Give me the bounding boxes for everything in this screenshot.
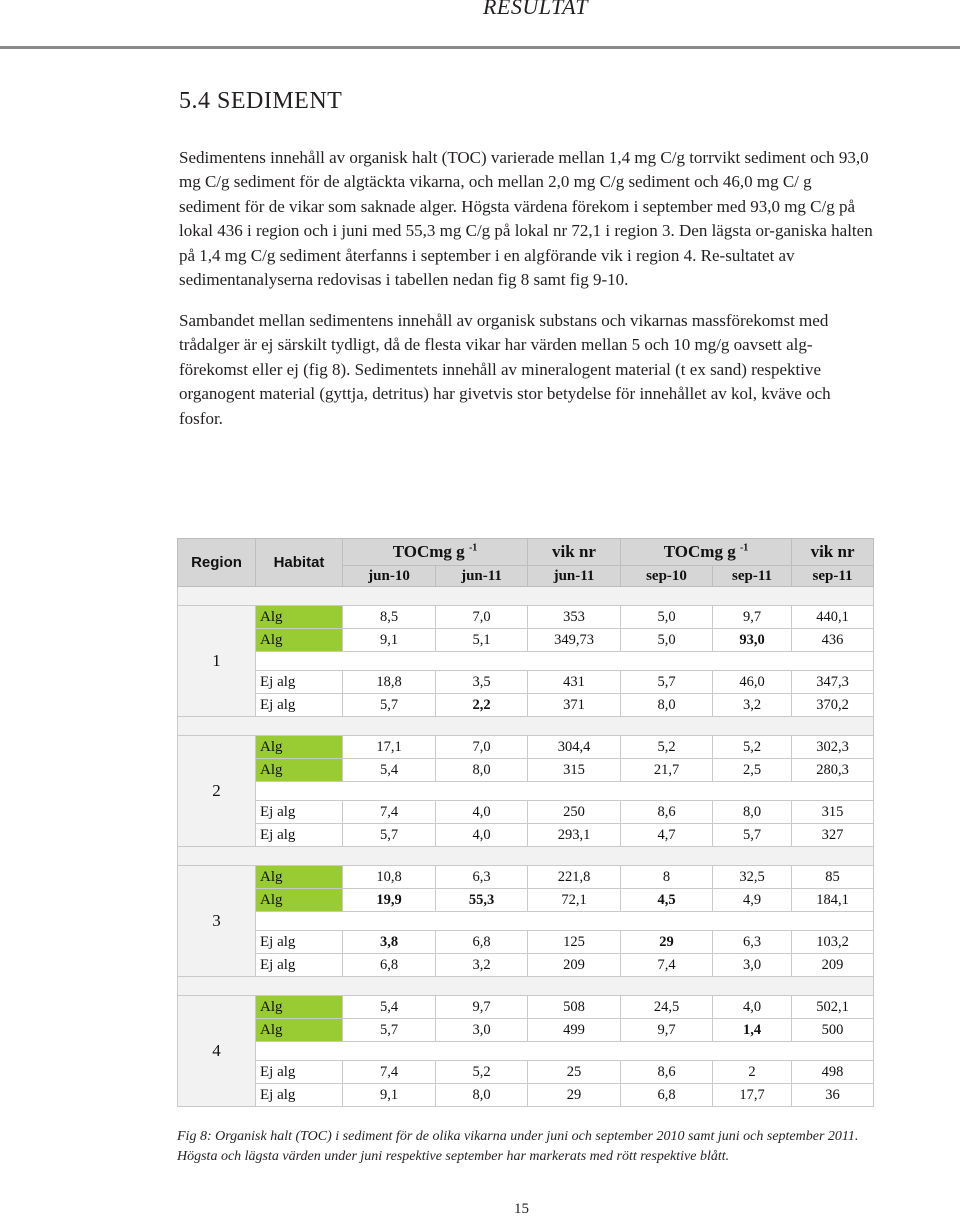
value-cell: 302,3 — [792, 736, 874, 759]
value-cell: 3,8 — [343, 931, 436, 954]
value-cell: 18,8 — [343, 671, 436, 694]
table-row — [178, 1019, 874, 1042]
value-cell: 9,7 — [621, 1019, 713, 1042]
value-cell: 5,2 — [621, 736, 713, 759]
sediment-table-figure — [177, 538, 873, 1106]
value-cell: 370,2 — [792, 694, 874, 717]
value-cell: 440,1 — [792, 606, 874, 629]
region-label: 1 — [178, 606, 256, 717]
habitat-ejalg-cell: Ej alg — [256, 1061, 343, 1084]
table-row — [178, 759, 874, 782]
value-cell: 5,2 — [436, 1061, 528, 1084]
value-cell: 4,0 — [436, 801, 528, 824]
value-cell: 36 — [792, 1084, 874, 1107]
table-row — [178, 606, 874, 629]
value-cell: 8,0 — [621, 694, 713, 717]
value-cell: 304,4 — [528, 736, 621, 759]
value-cell: 353 — [528, 606, 621, 629]
running-header-title: RESULTAT — [482, 0, 588, 19]
subheader-sep-11-vik: sep-11 — [792, 566, 874, 587]
value-cell: 5,2 — [713, 736, 792, 759]
value-cell: 3,0 — [436, 1019, 528, 1042]
table-row — [178, 889, 874, 912]
table-row — [178, 931, 874, 954]
value-cell: 55,3 — [436, 889, 528, 912]
separator-cell — [178, 977, 874, 996]
value-cell: 2 — [713, 1061, 792, 1084]
value-cell: 93,0 — [713, 629, 792, 652]
region-separator-row — [178, 977, 874, 996]
value-cell: 5,7 — [343, 824, 436, 847]
habitat-alg-cell: Alg — [256, 759, 343, 782]
habitat-alg-cell: Alg — [256, 606, 343, 629]
value-cell: 4,0 — [713, 996, 792, 1019]
value-cell: 7,4 — [621, 954, 713, 977]
value-cell: 436 — [792, 629, 874, 652]
body-paragraph-1: Sedimentens innehåll av organisk halt (TOC) varierade mellan 1,4 mg C/g torrvikt sediment och 93,0 mg C/g sediment för de algtäckta vikarna, och mellan 2,0 mg C/g sediment och 46,0 mg C/ g sediment för de vikar som saknade alger. Högsta värdena förekom i september med 93,0 mg C/g på lokal 436 i region och i juni med 55,3 mg C/g på lokal nr 72,1 i region 3. Den lägsta or-ganiska halten på 1,4 mg C/g sediment återfanns i september i en algförande vik i region 4. Re-sultatet av sedimentanalyserna redovisas i tabellen nedan fig 8 samt fig 9-10. — [179, 148, 873, 290]
value-cell: 5,7 — [343, 694, 436, 717]
header-habitat: Habitat — [256, 539, 343, 587]
value-cell: 8,6 — [621, 801, 713, 824]
value-cell: 7,4 — [343, 1061, 436, 1084]
subheader-jun-10: jun-10 — [343, 566, 436, 587]
value-cell: 9,1 — [343, 629, 436, 652]
value-cell: 3,5 — [436, 671, 528, 694]
value-cell: 5,7 — [713, 824, 792, 847]
habitat-ejalg-cell: Ej alg — [256, 694, 343, 717]
value-cell: 9,7 — [713, 606, 792, 629]
gap-cell — [256, 782, 874, 801]
value-cell: 25 — [528, 1061, 621, 1084]
value-cell: 499 — [528, 1019, 621, 1042]
habitat-ejalg-cell: Ej alg — [256, 801, 343, 824]
value-cell: 3,2 — [713, 694, 792, 717]
value-cell: 5,7 — [343, 1019, 436, 1042]
value-cell: 221,8 — [528, 866, 621, 889]
value-cell: 209 — [528, 954, 621, 977]
header-toc-june: TOCmg g $^{-1}$ — [343, 539, 528, 566]
value-cell: 500 — [792, 1019, 874, 1042]
region-separator-row — [178, 587, 874, 606]
separator-cell — [178, 717, 874, 736]
value-cell: 72,1 — [528, 889, 621, 912]
subheader-jun-11-vik: jun-11 — [528, 566, 621, 587]
value-cell: 9,1 — [343, 1084, 436, 1107]
value-cell: 6,8 — [343, 954, 436, 977]
table-row — [178, 954, 874, 977]
value-cell: 6,3 — [713, 931, 792, 954]
value-cell: 347,3 — [792, 671, 874, 694]
value-cell: 46,0 — [713, 671, 792, 694]
region-separator-row — [178, 847, 874, 866]
table-row — [178, 671, 874, 694]
habitat-alg-cell: Alg — [256, 736, 343, 759]
gap-row — [178, 912, 874, 931]
habitat-alg-cell: Alg — [256, 629, 343, 652]
value-cell: 315 — [792, 801, 874, 824]
value-cell: 3,0 — [713, 954, 792, 977]
gap-row — [178, 1042, 874, 1061]
value-cell: 7,0 — [436, 606, 528, 629]
value-cell: 209 — [792, 954, 874, 977]
separator-cell — [178, 587, 874, 606]
value-cell: 508 — [528, 996, 621, 1019]
value-cell: 293,1 — [528, 824, 621, 847]
value-cell: 280,3 — [792, 759, 874, 782]
value-cell: 85 — [792, 866, 874, 889]
value-cell: 2,2 — [436, 694, 528, 717]
header-toc-september: TOCmg g $^{-1}$ — [621, 539, 792, 566]
table-row — [178, 1084, 874, 1107]
value-cell: 431 — [528, 671, 621, 694]
region-label: 2 — [178, 736, 256, 847]
value-cell: 103,2 — [792, 931, 874, 954]
value-cell: 29 — [621, 931, 713, 954]
section-heading: 5.4 SEDIMENT — [179, 88, 343, 114]
gap-cell — [256, 912, 874, 931]
page-header — [0, 0, 960, 50]
value-cell: 6,8 — [621, 1084, 713, 1107]
value-cell: 349,73 — [528, 629, 621, 652]
table-row — [178, 866, 874, 889]
gap-cell — [256, 1042, 874, 1061]
value-cell: 502,1 — [792, 996, 874, 1019]
header-divider — [0, 46, 960, 49]
value-cell: 10,8 — [343, 866, 436, 889]
figure-caption: Fig 8: Organisk halt (TOC) i sediment för de olika vikarna under juni och september 2010 samt juni och september 2011. Högsta och lägsta värden under juni respektive september har markerats med rött respektive blått. — [177, 1129, 859, 1164]
table-header-row — [178, 539, 874, 566]
habitat-ejalg-cell: Ej alg — [256, 931, 343, 954]
header-vik-june: vik nr — [528, 539, 621, 566]
table-row — [178, 801, 874, 824]
value-cell: 184,1 — [792, 889, 874, 912]
value-cell: 125 — [528, 931, 621, 954]
value-cell: 29 — [528, 1084, 621, 1107]
value-cell: 4,0 — [436, 824, 528, 847]
value-cell: 17,7 — [713, 1084, 792, 1107]
gap-row — [178, 782, 874, 801]
value-cell: 250 — [528, 801, 621, 824]
habitat-alg-cell: Alg — [256, 1019, 343, 1042]
header-region: Region — [178, 539, 256, 587]
value-cell: 9,7 — [436, 996, 528, 1019]
habitat-ejalg-cell: Ej alg — [256, 954, 343, 977]
table-row — [178, 629, 874, 652]
gap-cell — [256, 652, 874, 671]
value-cell: 8 — [621, 866, 713, 889]
region-label: 3 — [178, 866, 256, 977]
table-row — [178, 996, 874, 1019]
habitat-alg-cell: Alg — [256, 996, 343, 1019]
value-cell: 8,5 — [343, 606, 436, 629]
value-cell: 371 — [528, 694, 621, 717]
value-cell: 19,9 — [343, 889, 436, 912]
table-row — [178, 694, 874, 717]
subheader-jun-11: jun-11 — [436, 566, 528, 587]
value-cell: 24,5 — [621, 996, 713, 1019]
value-cell: 6,3 — [436, 866, 528, 889]
value-cell: 5,4 — [343, 759, 436, 782]
value-cell: 17,1 — [343, 736, 436, 759]
value-cell: 5,4 — [343, 996, 436, 1019]
habitat-ejalg-cell: Ej alg — [256, 1084, 343, 1107]
gap-row — [178, 652, 874, 671]
header-vik-september: vik nr — [792, 539, 874, 566]
sediment-toc-table — [177, 538, 874, 1107]
value-cell: 7,4 — [343, 801, 436, 824]
value-cell: 8,0 — [436, 759, 528, 782]
value-cell: 4,7 — [621, 824, 713, 847]
value-cell: 2,5 — [713, 759, 792, 782]
value-cell: 315 — [528, 759, 621, 782]
habitat-alg-cell: Alg — [256, 866, 343, 889]
value-cell: 327 — [792, 824, 874, 847]
table-row — [178, 1061, 874, 1084]
region-separator-row — [178, 717, 874, 736]
value-cell: 7,0 — [436, 736, 528, 759]
separator-cell — [178, 847, 874, 866]
value-cell: 32,5 — [713, 866, 792, 889]
value-cell: 5,0 — [621, 606, 713, 629]
value-cell: 6,8 — [436, 931, 528, 954]
habitat-ejalg-cell: Ej alg — [256, 671, 343, 694]
table-row — [178, 736, 874, 759]
value-cell: 8,6 — [621, 1061, 713, 1084]
value-cell: 498 — [792, 1061, 874, 1084]
table-row — [178, 824, 874, 847]
page-number: 15 — [514, 1201, 529, 1217]
value-cell: 21,7 — [621, 759, 713, 782]
value-cell: 5,1 — [436, 629, 528, 652]
value-cell: 4,9 — [713, 889, 792, 912]
value-cell: 5,0 — [621, 629, 713, 652]
subheader-sep-11: sep-11 — [713, 566, 792, 587]
body-paragraph-2: Sambandet mellan sedimentens innehåll av organisk substans och vikarnas massförekomst med trådalger är ej särskilt tydligt, då de flesta vikar har värden mellan 5 och 10 mg/g oavsett alg-förekomst eller ej (fig 8). Sedimentets innehåll av mineralogent material (t ex sand) respektive organogent material (gyttja, detritus) har givetvis stor betydelse för innehållet av kol, kväve och fosfor. — [179, 311, 831, 428]
value-cell: 1,4 — [713, 1019, 792, 1042]
habitat-ejalg-cell: Ej alg — [256, 824, 343, 847]
subheader-sep-10: sep-10 — [621, 566, 713, 587]
region-label: 4 — [178, 996, 256, 1107]
value-cell: 8,0 — [713, 801, 792, 824]
habitat-alg-cell: Alg — [256, 889, 343, 912]
value-cell: 5,7 — [621, 671, 713, 694]
value-cell: 8,0 — [436, 1084, 528, 1107]
value-cell: 3,2 — [436, 954, 528, 977]
value-cell: 4,5 — [621, 889, 713, 912]
